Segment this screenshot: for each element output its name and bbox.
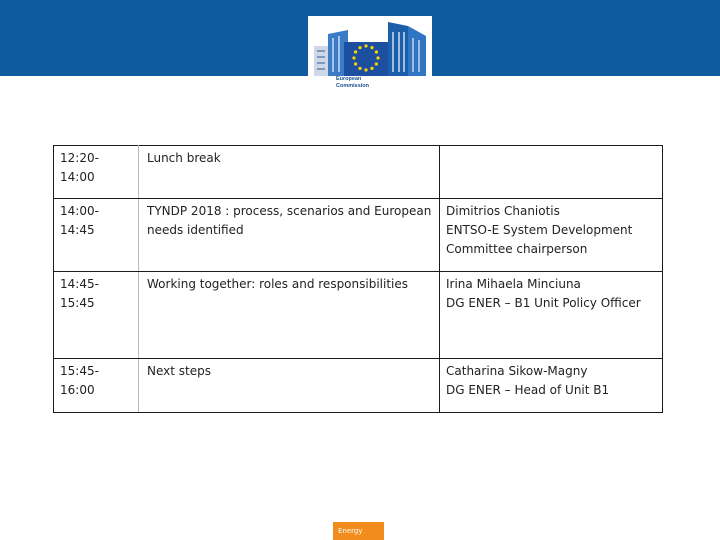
time-cell: 12:20-14:00 [54, 146, 139, 199]
time-cell: 14:00-14:45 [54, 199, 139, 272]
speaker-cell: Irina Mihaela Minciuna DG ENER – B1 Unit Policy Officer [440, 272, 663, 359]
european-commission-logo [308, 16, 432, 100]
logo-text: European Commission [336, 76, 370, 89]
speaker-cell [440, 146, 663, 199]
topic-cell: Next steps [139, 359, 440, 413]
table-row [54, 272, 663, 359]
energy-tag: Energy [333, 522, 384, 540]
speaker-cell: Dimitrios Chaniotis ENTSO-E System Development Committee chairperson [440, 199, 663, 272]
time-cell: 14:45-15:45 [54, 272, 139, 359]
speaker-cell: Catharina Sikow-Magny DG ENER – Head of Unit B1 [440, 359, 663, 413]
topic-cell: Working together: roles and responsibilities [139, 272, 440, 359]
table-row [54, 199, 663, 272]
time-cell: 15:45-16:00 [54, 359, 139, 413]
topic-cell: TYNDP 2018 : process, scenarios and European needs identified [139, 199, 440, 272]
table-row [54, 359, 663, 413]
agenda-table [53, 145, 663, 413]
table-row [54, 146, 663, 199]
topic-cell: Lunch break [139, 146, 440, 199]
